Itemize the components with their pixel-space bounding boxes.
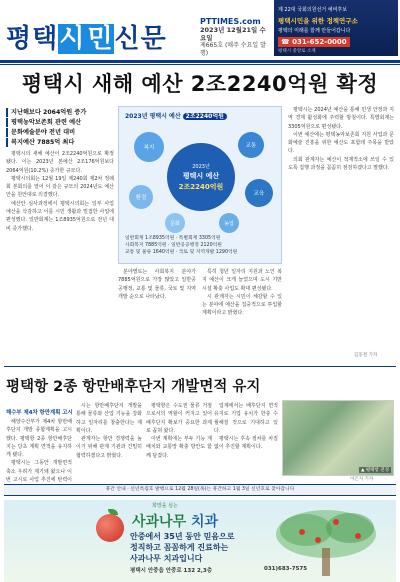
subhead: 복지예산 7885억 최다	[6, 138, 114, 147]
paragraph: 평택시는 후속 절차를 차질 없이 추진할 계획이다.	[214, 436, 278, 451]
paragraph: 평택항은 수도권 물류 거점으로서의 역할이 커지고 있어 배후단지 확보가 중요한 과제로 꼽혀 왔다.	[146, 403, 212, 434]
ad-brand-part: 사과나무	[132, 514, 187, 530]
budget-infographic	[118, 106, 282, 264]
paragraph: 평택시의 새해 예산이 2조2240억원으로 확정됐다. 이는 2023년 본예산 2조176억원보다 2064억원(10.2%) 증가한 규모다.	[6, 151, 114, 174]
infographic-footer	[125, 235, 277, 256]
paragraph: 업계에서는 배후단지 면적 유지로 기업 유치가 한층 수월해질 것으로 기대하고 있다.	[214, 403, 278, 434]
subhead: 문화예술분야 전년 대비	[6, 128, 114, 137]
paragraph: 관계자는 항만 경쟁력을 높이기 위해 관계 기관과 긴밀히 협력하겠다고 밝혔다.	[76, 436, 142, 459]
ad-phone: ☎ 031-652-0000	[278, 37, 350, 47]
ad-address: 평택시 안중읍 안중로 132 2,3층	[130, 568, 213, 574]
section-divider	[4, 366, 396, 367]
reporter-credit: 김동철 기자	[354, 353, 378, 358]
lead-headline[interactable]: 평택시 새해 예산 2조2240억원 확정	[21, 72, 379, 96]
ad-line: 평택시민을 위한 정책연구소	[278, 17, 358, 25]
ad-tagline: 희망을 심는	[152, 503, 178, 509]
ad-copy-line: 사과나무 치과입니다	[130, 554, 203, 563]
issue-date: 2023년 12월21일 수요일	[200, 26, 266, 42]
ad-brand	[132, 511, 218, 531]
story2-headline[interactable]: 평택항 2종 항만배후단지 개발면적 유지	[6, 379, 261, 395]
logo-part: 민	[87, 24, 114, 54]
lead-column-4	[288, 106, 394, 350]
story2-column-3	[146, 402, 212, 480]
infographic-bubbles	[119, 119, 283, 235]
lead-column-3	[202, 268, 282, 352]
story2-column-2	[76, 402, 142, 480]
paragraph: 해양수산부가 제4차 항만배후단지 개발 종합계획을 고시했다. 평택항 2종 항만배후단지는 당초 계획 면적을 유지하게 됐다.	[6, 419, 72, 459]
subhead: 지난해보다 2064억원 증가	[6, 108, 114, 117]
paragraph: 평택시의회는 12월 19일 제240회 제2차 정례회 본회의를 열어 이 같은 규모의 2024년도 예산안을 원안대로 의결했다.	[6, 175, 114, 199]
masthead	[0, 0, 400, 60]
ad-brand-part: 치과	[190, 514, 219, 530]
infographic-footer-line: 일반회계 1조8935억원 · 특별회계 3305억원	[125, 236, 221, 241]
ad-line: 제 22대 국회의원선거 예비후보	[278, 7, 348, 13]
photo-caption: ▲ 평택항 전경	[360, 468, 389, 473]
notice-bar: 휴간 안내 · 신년특집호 발행으로 12월 28일(목)는 휴간하고 1월 3일 신년호로 찾아갑니다	[4, 484, 396, 496]
paragraph: 평택시는 2024년 예산을 통해 민생 안정과 지역 경제 활성화에 주력할 방침이다. 특별회계는 3305억원으로 편성됐다.	[288, 107, 394, 130]
infographic-title-text: 2023년 평택시 예산	[125, 113, 181, 120]
infographic-footer-line: 교통 및 물류 1640억원 · 국토 및 지역개발 1290억원	[125, 250, 238, 255]
ad-line: 평택의 미래를 함께 만들어갑니다	[278, 28, 351, 34]
center-bubble-line1: 2023년	[192, 164, 210, 170]
category-bubble-label: 복지	[143, 145, 155, 151]
ad-copy-line: 안중에서 35년 동안 믿음으로	[130, 532, 235, 541]
category-bubble-label: 교육	[253, 191, 265, 197]
paragraph: 평택시는 그동안 개발면적 축소 우려가 제기돼 왔으나 이번 고시로 사업 추진에 탄력이	[6, 460, 72, 484]
center-bubble-line2: 평택시 예산	[182, 172, 220, 180]
logo-part: 시	[59, 24, 86, 54]
paragraph: 이번 계획에는 부두 기능 재배치와 교통망 확충 방안도 함께 담겼다.	[146, 436, 212, 459]
paragraph: 시는 항만배후단지 개발을 통해 물류와 산업 기능을 강화하고 일자리를 창출한다는 계획이다.	[76, 403, 142, 434]
ad-phone[interactable]: 031)683-7575	[264, 566, 308, 572]
story2-subhead: 해수부 제4차 항만계획 고시	[6, 410, 73, 416]
lead-column-1	[6, 150, 114, 352]
lead-subheads	[6, 108, 114, 148]
center-bubble-line3: 2조2240억원	[178, 183, 224, 191]
infographic-badge: 2조2240억원	[183, 113, 227, 120]
header-advertisement[interactable]	[274, 0, 398, 56]
paragraph: 분야별로는 사회복지 분야가 7885억원으로 가장 많았고 일반공공행정, 교통 및 물류, 국토 및 지역개발 순으로 나타났다.	[118, 269, 196, 300]
ad-line: 평택시 중앙로 소재	[278, 49, 316, 54]
category-bubble-label: 농업	[224, 221, 234, 227]
apple-tree-icon	[266, 508, 386, 578]
masthead-rule	[0, 64, 400, 65]
category-bubble-label: 문화	[170, 221, 180, 227]
dental-advertisement[interactable]	[4, 500, 396, 582]
paragraph: 시 관계자는 시민이 체감할 수 있는 분야에 예산을 집중적으로 투입할 계획이라고 밝혔다.	[202, 293, 282, 317]
subhead: 평택농악보존회 관련 예산	[6, 118, 114, 127]
logo-part: 평택	[6, 24, 59, 54]
reporter-credit: 이은지 기자	[350, 477, 374, 482]
logo-part: 신문	[114, 24, 167, 54]
edition-info	[200, 18, 270, 58]
paragraph: 이번 예산에는 평택농악보존회 지원 사업과 문화예술 진흥을 위한 예산도 포함돼 주목을 받았다.	[288, 131, 394, 155]
story2-column-1	[6, 418, 72, 484]
paragraph: 예산안 심사과정에서 평택시의회는 일부 사업 예산을 삭감하고 이를 시민 생활과 밀접한 사업에 편성했다. 일반회계는 1조8935억원으로 전년 대비 증가했다.	[6, 200, 114, 232]
category-bubble-label: 환경	[135, 195, 147, 201]
story2-column-4	[214, 402, 278, 480]
newspaper-logo[interactable]	[6, 18, 167, 55]
paragraph: 의회 관계자는 예산이 적재적소에 쓰일 수 있도록 집행 과정을 꼼꼼히 점검하겠다고 말했다.	[288, 156, 394, 172]
category-bubble-label: 교통	[245, 143, 257, 149]
issue-number: 제665호 (매주 수요일 발행)	[200, 42, 266, 57]
masthead-rule	[0, 60, 400, 63]
story2-photo[interactable]	[282, 400, 394, 476]
site-name[interactable]: PTTIMES.com	[200, 17, 261, 26]
infographic-footer-line: 사회복지 7885억원 · 일반공공행정 2120억원	[125, 243, 222, 248]
apple-icon	[96, 514, 124, 542]
lead-column-2	[118, 268, 196, 352]
ad-copy-line: 정직하고 꼼꼼하게 진료하는	[130, 543, 229, 552]
paragraph: 특히 청년 일자리 지원과 노인 복지 예산이 크게 늘었으며 도시 기반 시설 확충 사업도 확대 편성됐다.	[202, 269, 282, 292]
